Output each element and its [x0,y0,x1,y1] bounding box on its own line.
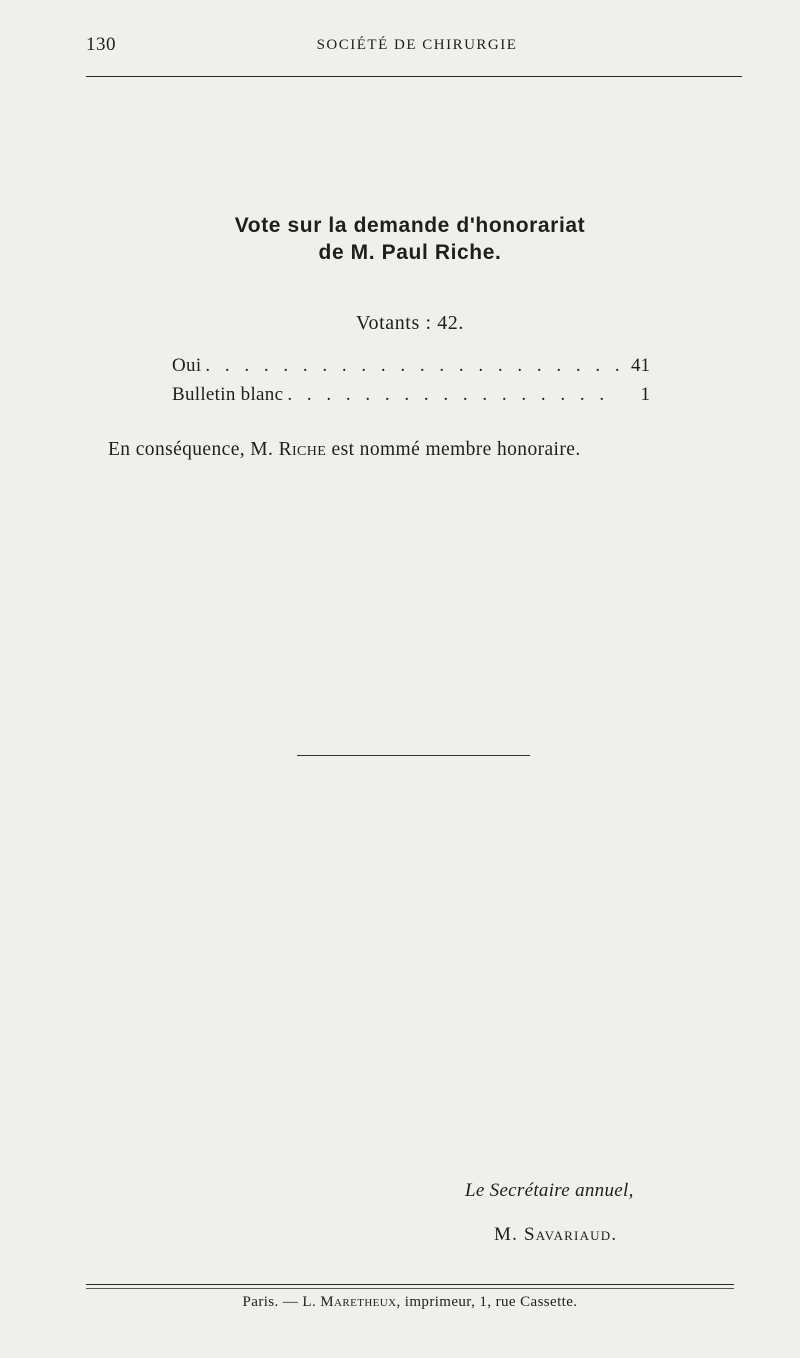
page-number: 130 [86,34,116,55]
consequence-text-start: En conséquence, M. [108,439,279,460]
footer-rule-thin [86,1288,734,1289]
vote-title [0,212,800,266]
footer-rule [86,1284,734,1285]
printer-imprint [0,1294,800,1311]
header-rule [86,76,742,77]
consequence-text-end: est nommé membre honoraire. [326,439,581,460]
secretary-name: M. Savariaud. [494,1224,618,1245]
dot-leader [205,355,620,377]
consequence-statement [108,439,581,461]
member-name: Riche [278,439,327,460]
vote-row-count: 41 [631,355,650,376]
vote-row-blank-ballot [172,384,650,410]
voters-count: Votants : 42. [356,312,464,334]
vote-title-line-2: de M. Paul Riche. [318,241,502,264]
vote-row-count: 1 [640,384,650,405]
running-head: SOCIÉTÉ DE CHIRURGIE [316,37,518,53]
vote-title-line-1: Vote sur la demande d'honorariat [234,214,586,237]
imprint-text-start: Paris. — L. [242,1294,321,1310]
dot-leader [287,384,620,406]
vote-row-label: Oui [172,355,202,376]
printer-name: Maretheux [320,1294,397,1310]
vote-row-oui [172,355,650,381]
section-divider [297,755,530,756]
vote-row-label: Bulletin blanc [172,384,284,405]
secretary-title: Le Secrétaire annuel, [465,1180,634,1201]
imprint-text-end: , imprimeur, 1, rue Cassette. [396,1294,578,1310]
